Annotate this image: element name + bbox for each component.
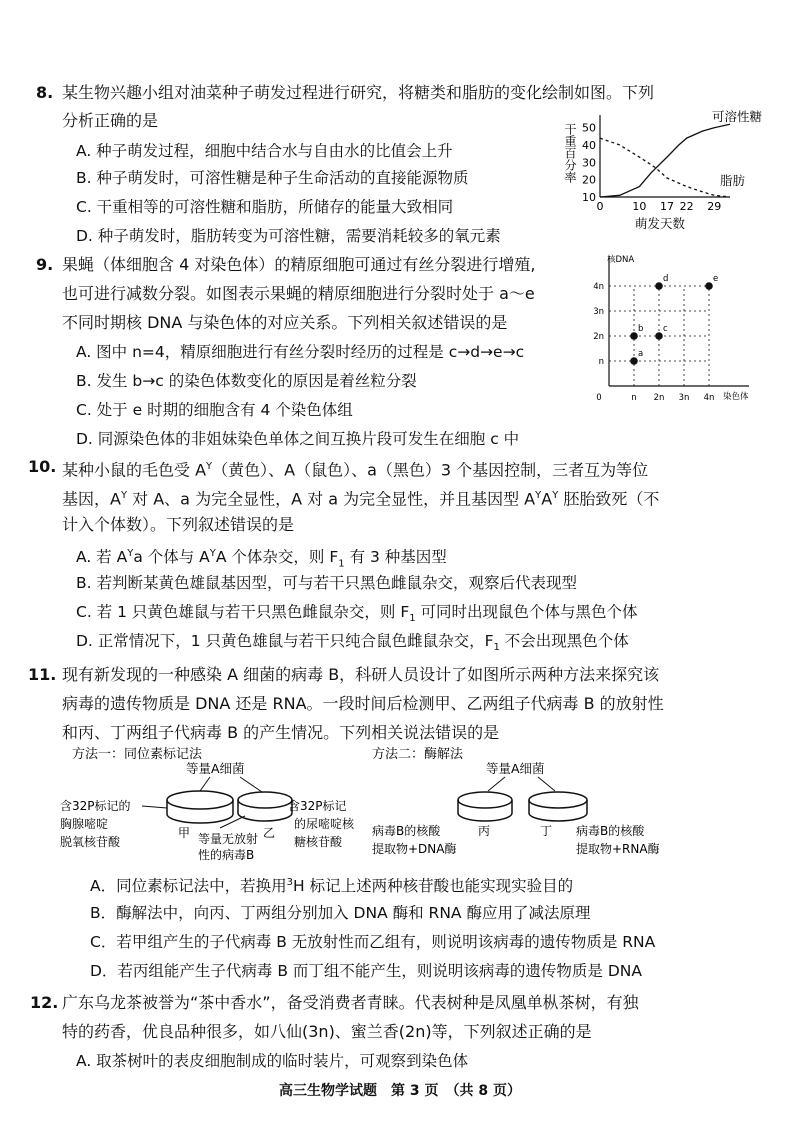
y-tick-label: 50	[582, 121, 596, 135]
mid-label-line1: 等量无放射	[198, 832, 259, 846]
x-tick-label: 17	[659, 200, 674, 213]
q10-option-a: A. 若 $A^Ya$ 个体与 $A^YA$ 个体杂交，则 $F_1$ 有 3 种基因型	[76, 548, 447, 570]
bing-label-line1: 病毒B的核酸	[372, 824, 441, 838]
x-tick-label: 29	[707, 200, 722, 213]
left-label-line1: 含32P标记的	[60, 799, 131, 813]
x-tick-label: 0	[596, 200, 604, 213]
q8-sugar-fat-chart	[560, 105, 780, 235]
q10-stem-line2: 基因，$A^Y$ 对 A、a 为完全显性，A 对 a 为完全显性，并且基因型 $A^YA^Y$ 胚胎致死（不	[62, 489, 660, 509]
equal-bacteria-1: 等量A细菌	[186, 761, 245, 776]
mid-label-line2: 性的病毒B	[198, 848, 255, 862]
y-tick-label: 40	[582, 139, 596, 152]
y-tick-label: 10	[582, 191, 596, 204]
q10-option-b: B. 若判断某黄色雄鼠基因型，可与若干只黑色雌鼠杂交，观察后代表现型	[76, 574, 577, 592]
q12-stem-line2: 特的药香，优良品种很多，如八仙(3n)、蜜兰香(2n)等，下列叙述正确的是	[62, 1022, 592, 1041]
point-d	[655, 282, 663, 290]
q11-stem-line1: 现有新发现的一种感染 A 细菌的病毒 B，科研人员设计了如图所示两种方法来探究该	[62, 665, 660, 684]
q9-option-c: C. 处于 e 时期的细胞含有 4 个染色体组	[76, 401, 353, 419]
point-label-d: d	[663, 274, 669, 284]
x-tick-label: 4n	[703, 393, 715, 403]
x-tick-label: 3n	[678, 393, 690, 403]
q11-stem-line2: 病毒的遗传物质是 DNA 还是 RNA。一段时间后检测甲、乙两组子代病毒 B 的放射性	[62, 694, 664, 713]
q12-number: 12.	[30, 993, 59, 1012]
legend-sugar: 可溶性糖	[712, 109, 763, 124]
series-line-sugar	[600, 124, 730, 197]
q8-number: 8.	[36, 83, 54, 102]
ding-label-line2: 提取物+RNA酶	[576, 842, 660, 856]
method1-title: 方法一：同位素标记法	[72, 747, 203, 762]
group-bing: 丙	[478, 824, 491, 838]
legend-fat: 脂肪	[720, 173, 746, 188]
x-tick-label: n	[631, 393, 637, 403]
q10-stem-line1: 某种小鼠的毛色受 $A^Y$（黄色）、A（鼠色）、a（黑色）3 个基因控制，三者互为等位	[62, 460, 649, 480]
right-label-line2: 的尿嘧啶核	[294, 817, 355, 831]
x-axis-label: 萌发天数	[634, 216, 686, 231]
q12-stem-line1: 广东乌龙茶被誉为“茶中香水”，备受消费者青睐。代表树种是凤凰单枞茶树，有独	[62, 993, 639, 1012]
q11-number: 11.	[28, 665, 57, 684]
right-label-line3: 糖核苷酸	[294, 835, 343, 849]
y-tick-label: n	[598, 357, 604, 367]
q9-dna-chromosome-chart	[585, 250, 785, 410]
dish-jia	[167, 791, 233, 823]
y-tick-label: 4n	[593, 282, 604, 292]
y-tick-label: 2n	[593, 332, 604, 342]
point-label-c: c	[663, 324, 668, 334]
y-axis-label: 干重百分率	[563, 123, 577, 183]
q9-option-d: D. 同源染色体的非姐妹染色单体之间互换片段可发生在细胞 c 中	[76, 430, 520, 448]
dish-ding	[529, 792, 587, 821]
y-tick-label: 3n	[593, 307, 604, 317]
q8-stem-line2: 分析正确的是	[62, 111, 159, 130]
q12-option-a: A. 取茶树叶的表皮细胞制成的临时装片，可观察到染色体	[76, 1052, 469, 1070]
point-a	[630, 357, 638, 365]
page-footer: 高三生物学试题 第 3 页 （共 8 页）	[279, 1083, 521, 1099]
q8-option-d: D. 种子萌发时，脂肪转变为可溶性糖，需要消耗较多的氧元素	[76, 227, 501, 245]
q11-option-b: B．酶解法中，向丙、丁两组分别加入 DNA 酶和 RNA 酶应用了减法原理	[90, 904, 591, 922]
bing-label-line2: 提取物+DNA酶	[372, 842, 457, 856]
method2-title: 方法二：酶解法	[372, 747, 464, 762]
q8-option-c: C. 干重相等的可溶性糖和脂肪，所储存的能量大致相同	[76, 198, 454, 216]
q11-option-c: C．若甲组产生的子代病毒 B 无放射性而乙组有，则说明该病毒的遗传物质是 RNA	[90, 933, 656, 951]
x-tick-label: 2n	[653, 393, 665, 403]
q10-option-d: D. 正常情况下，1 只黄色雄鼠与若干只纯合鼠色雌鼠杂交，$F_1$ 不会出现黑色个体	[76, 632, 629, 654]
point-label-b: b	[638, 324, 644, 334]
group-yi: 乙	[263, 826, 276, 840]
y-axis-label: 核DNA	[607, 255, 635, 265]
right-label-line1: 含32P标记	[288, 799, 347, 813]
q9-number: 9.	[36, 255, 54, 274]
q9-option-a: A. 图中 n=4，精原细胞进行有丝分裂时经历的过程是 c→d→e→c	[76, 343, 525, 361]
dish-yi	[238, 792, 292, 821]
q10-number: 10.	[28, 457, 57, 476]
ding-label-line1: 病毒B的核酸	[576, 824, 645, 838]
x-tick-label: 22	[679, 200, 694, 213]
q9-stem-line3: 不同时期核 DNA 与染色体的对应关系。下列相关叙述错误的是	[62, 313, 508, 332]
q9-stem-line1: 果蝇（体细胞含 4 对染色体）的精原细胞可通过有丝分裂进行增殖,	[62, 255, 536, 274]
dish-bing	[458, 792, 512, 821]
q11-stem-line3: 和丙、丁两组子代病毒 B 的产生情况。下列相关说法错误的是	[62, 723, 500, 742]
q8-stem-line1: 某生物兴趣小组对油菜种子萌发过程进行研究，将糖类和脂肪的变化绘制如图。下列	[62, 83, 655, 102]
q8-option-a: A. 种子萌发过程，细胞中结合水与自由水的比值会上升	[76, 142, 453, 160]
left-label-line2: 胸腺嘧啶	[60, 817, 109, 831]
point-c	[655, 332, 663, 340]
y-tick-label: 20	[582, 173, 596, 187]
group-ding: 丁	[540, 824, 553, 838]
q11-option-a: A．同位素标记法中，若换用$^3$H 标记上述两种核苷酸也能实现实验目的	[90, 877, 574, 896]
group-jia: 甲	[178, 826, 191, 840]
left-label-line3: 脱氧核苷酸	[60, 835, 121, 849]
q11-experiment-diagram	[60, 742, 700, 867]
x-tick-label: 0	[596, 393, 602, 403]
q10-stem-line3: 计入个体数）。下列叙述错误的是	[62, 515, 295, 534]
q9-stem-line2: 也可进行减数分裂。如图表示果蝇的精原细胞进行分裂时处于 a～e	[62, 284, 535, 303]
x-tick-label: 10	[632, 200, 647, 213]
point-e	[705, 282, 713, 290]
y-tick-label: 30	[582, 156, 596, 170]
q11-option-d: D．若丙组能产生子代病毒 B 而丁组不能产生，则说明该病毒的遗传物质是 DNA	[90, 962, 642, 980]
q10-option-c: C. 若 1 只黄色雄鼠与若干只黑色雌鼠杂交，则 $F_1$ 可同时出现鼠色个体与黑色个体	[76, 603, 638, 625]
equal-bacteria-2: 等量A细菌	[486, 761, 545, 776]
series-line-fat	[600, 138, 730, 197]
x-axis-label: 染色体	[723, 392, 749, 402]
q8-option-b: B. 种子萌发时，可溶性糖是种子生命活动的直接能源物质	[76, 169, 469, 187]
point-label-a: a	[638, 349, 644, 359]
q9-option-b: B. 发生 b→c 的染色体数变化的原因是着丝粒分裂	[76, 372, 417, 390]
point-label-e: e	[713, 274, 719, 284]
point-b	[630, 332, 638, 340]
